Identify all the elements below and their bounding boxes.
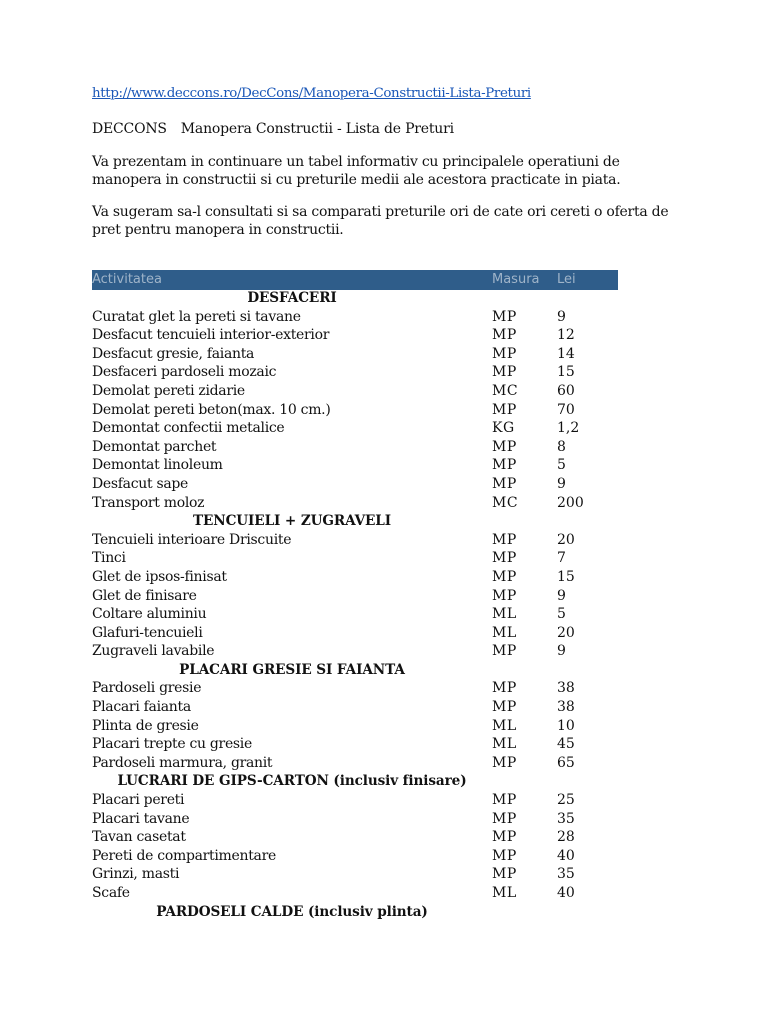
- table-row: [92, 588, 618, 607]
- table-row: [92, 866, 618, 885]
- price-cell: 7: [557, 550, 566, 567]
- activity-cell: Glafuri-tencuieli: [92, 624, 203, 641]
- price-cell: 40: [557, 847, 575, 864]
- price-cell: 9: [557, 587, 566, 604]
- unit-cell: MP: [492, 643, 517, 660]
- unit-cell: MP: [492, 792, 517, 809]
- table-row: [92, 811, 618, 830]
- price-cell: 5: [557, 457, 566, 474]
- price-cell: 1,2: [557, 420, 580, 437]
- table-row: [92, 383, 618, 402]
- column-header-activity: Activitatea: [92, 272, 162, 287]
- table-row: [92, 736, 618, 755]
- unit-cell: MP: [492, 475, 517, 492]
- price-cell: 45: [557, 736, 575, 753]
- table-row: [92, 643, 618, 662]
- unit-cell: MP: [492, 308, 517, 325]
- price-cell: 38: [557, 699, 575, 716]
- price-cell: 8: [557, 438, 566, 455]
- activity-cell: Pardoseli gresie: [92, 680, 202, 697]
- activity-cell: Demolat pereti zidarie: [92, 382, 245, 399]
- table-row: [92, 364, 618, 383]
- activity-cell: Demontat confectii metalice: [92, 420, 285, 437]
- unit-cell: MP: [492, 345, 517, 362]
- price-cell: 35: [557, 866, 575, 883]
- unit-cell: MP: [492, 568, 517, 585]
- table-row: [92, 606, 618, 625]
- price-cell: 20: [557, 531, 575, 548]
- table-row: [92, 885, 618, 904]
- price-cell: 60: [557, 382, 575, 399]
- activity-cell: Glet de finisare: [92, 587, 197, 604]
- table-row: [92, 439, 618, 458]
- table-row: [92, 680, 618, 699]
- price-cell: 10: [557, 717, 575, 734]
- price-cell: 20: [557, 624, 575, 641]
- intro-paragraph-2: Va sugeram sa-l consultati si sa comparati preturile ori de cate ori cereti o oferta de pret pentru manopera in constructii.: [92, 204, 669, 239]
- price-cell: 70: [557, 401, 575, 418]
- table-row: [92, 346, 618, 365]
- price-cell: 9: [557, 643, 566, 660]
- table-row: [92, 848, 618, 867]
- activity-cell: Demolat pereti beton(max. 10 cm.): [92, 401, 331, 418]
- activity-cell: Zugraveli lavabile: [92, 643, 215, 660]
- unit-cell: ML: [492, 717, 517, 734]
- activity-cell: Placari faianta: [92, 699, 191, 716]
- activity-cell: Pereti de compartimentare: [92, 847, 276, 864]
- activity-cell: Grinzi, masti: [92, 866, 180, 883]
- price-cell: 9: [557, 475, 566, 492]
- activity-cell: Tavan casetat: [92, 829, 186, 846]
- price-cell: 9: [557, 308, 566, 325]
- activity-cell: Tinci: [92, 550, 126, 567]
- unit-cell: MP: [492, 810, 517, 827]
- activity-cell: Pardoseli marmura, granit: [92, 754, 273, 771]
- unit-cell: MP: [492, 457, 517, 474]
- price-cell: 65: [557, 754, 575, 771]
- activity-cell: Placari pereti: [92, 792, 185, 809]
- unit-cell: MP: [492, 587, 517, 604]
- table-row: [92, 532, 618, 551]
- activity-cell: Demontat parchet: [92, 438, 217, 455]
- activity-cell: Plinta de gresie: [92, 717, 199, 734]
- unit-cell: ML: [492, 736, 517, 753]
- price-cell: 40: [557, 885, 575, 901]
- table-row: [92, 718, 618, 737]
- unit-cell: MP: [492, 754, 517, 771]
- unit-cell: MP: [492, 364, 517, 381]
- unit-cell: ML: [492, 624, 517, 641]
- price-cell: 28: [557, 829, 575, 846]
- unit-cell: MP: [492, 847, 517, 864]
- table-row: [92, 569, 618, 588]
- price-cell: 14: [557, 345, 575, 362]
- activity-cell: Demontat linoleum: [92, 457, 223, 474]
- activity-cell: Curatat glet la pereti si tavane: [92, 308, 301, 325]
- unit-cell: MP: [492, 829, 517, 846]
- intro-paragraph-1: Va prezentam in continuare un tabel informativ cu principalele operatiuni de manopera in constructii si cu preturile medii ale acestora practicate in piata.: [92, 154, 621, 189]
- activity-cell: Placari tavane: [92, 810, 190, 827]
- unit-cell: MP: [492, 550, 517, 567]
- price-cell: 15: [557, 568, 575, 585]
- activity-cell: Desfaceri pardoseli mozaic: [92, 364, 277, 381]
- column-header-unit: Masura: [492, 272, 540, 287]
- activity-cell: Transport moloz: [92, 494, 205, 511]
- table-row: [92, 829, 618, 848]
- source-link[interactable]: http://www.deccons.ro/DecCons/Manopera-Constructii-Lista-Preturi: [92, 86, 531, 101]
- unit-cell: MP: [492, 401, 517, 418]
- activity-cell: Desfacut tencuieli interior-exterior: [92, 327, 330, 344]
- activity-cell: Desfacut sape: [92, 475, 189, 492]
- unit-cell: MP: [492, 680, 517, 697]
- unit-cell: MP: [492, 531, 517, 548]
- table-row: [92, 699, 618, 718]
- activity-cell: Coltare aluminiu: [92, 606, 207, 623]
- section-heading: PLACARI GRESIE SI FAIANTA: [179, 661, 405, 678]
- document-title: [92, 121, 454, 137]
- table-row: [92, 755, 618, 774]
- price-cell: 12: [557, 327, 575, 344]
- price-cell: 35: [557, 810, 575, 827]
- activity-cell: Desfacut gresie, faianta: [92, 345, 255, 362]
- table-row: [92, 402, 618, 421]
- table-body: [92, 290, 618, 922]
- section-heading: LUCRARI DE GIPS-CARTON (inclusiv finisare): [117, 773, 467, 790]
- column-header-price: Lei: [557, 272, 576, 287]
- activity-cell: Tencuieli interioare Driscuite: [92, 531, 292, 548]
- unit-cell: MP: [492, 438, 517, 455]
- section-heading: TENCUIELI + ZUGRAVELI: [192, 513, 392, 530]
- brand-name: DECCONS: [92, 121, 167, 137]
- table-row: [92, 309, 618, 328]
- table-row: [92, 457, 618, 476]
- table-row: [92, 550, 618, 569]
- price-cell: 15: [557, 364, 575, 381]
- price-cell: 5: [557, 606, 566, 623]
- document-subtitle: Manopera Constructii - Lista de Preturi: [180, 121, 454, 137]
- unit-cell: MP: [492, 327, 517, 344]
- price-cell: 38: [557, 680, 575, 697]
- table-header: [92, 270, 618, 290]
- activity-cell: Glet de ipsos-finisat: [92, 568, 227, 585]
- section-heading: DESFACERI: [247, 290, 337, 306]
- table-row: [92, 327, 618, 346]
- table-row: [92, 495, 618, 514]
- unit-cell: MC: [492, 494, 519, 511]
- table-row: [92, 420, 618, 439]
- unit-cell: ML: [492, 606, 517, 623]
- activity-cell: Scafe: [92, 885, 130, 901]
- unit-cell: KG: [492, 420, 515, 437]
- table-row: [92, 476, 618, 495]
- table-row: [92, 625, 618, 644]
- unit-cell: MP: [492, 699, 517, 716]
- unit-cell: MC: [492, 382, 519, 399]
- activity-cell: Placari trepte cu gresie: [92, 736, 252, 753]
- unit-cell: ML: [492, 885, 517, 901]
- section-heading: PARDOSELI CALDE (inclusiv plinta): [156, 903, 428, 920]
- price-table: [92, 270, 618, 922]
- table-row: [92, 792, 618, 811]
- price-cell: 25: [557, 792, 575, 809]
- price-cell: 200: [557, 494, 584, 511]
- unit-cell: MP: [492, 866, 517, 883]
